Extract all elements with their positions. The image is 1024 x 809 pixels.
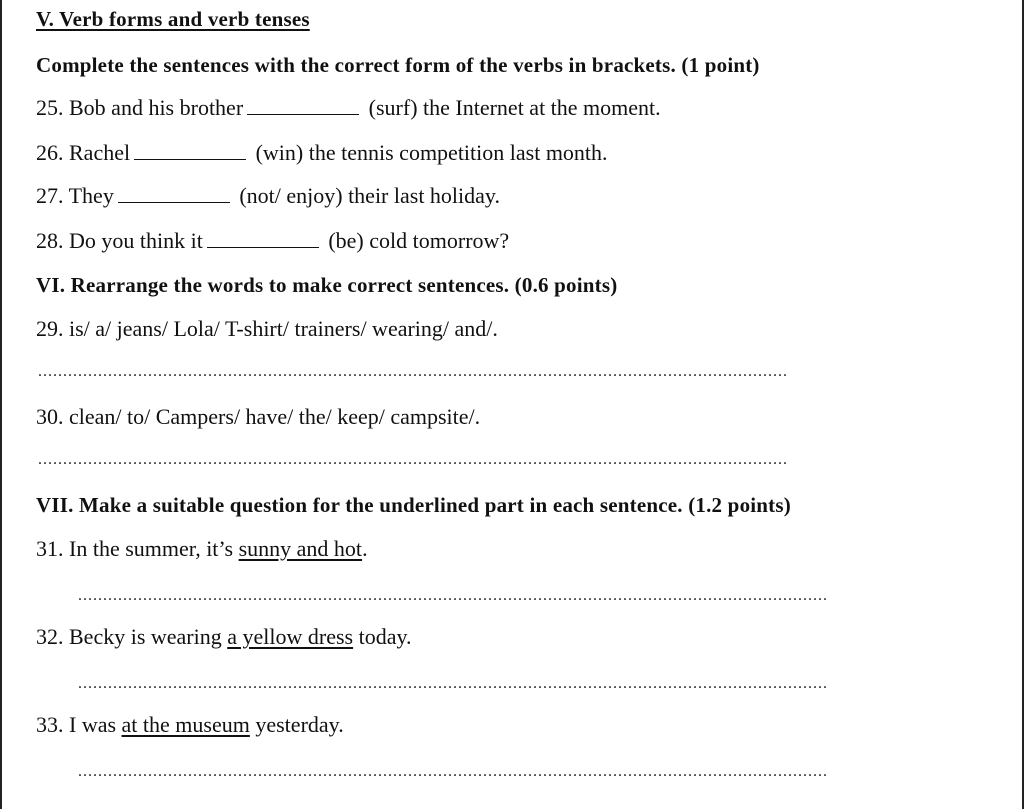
question-text-after: (surf) the Internet at the moment. — [368, 95, 661, 120]
answer-blank[interactable] — [134, 141, 246, 160]
question-number: 26. — [36, 140, 64, 165]
question-27 — [36, 183, 500, 209]
question-text-before: Do you think it — [69, 228, 203, 253]
question-number: 32. — [36, 624, 64, 649]
question-text-after: today. — [358, 624, 412, 649]
answer-blank[interactable] — [247, 96, 359, 115]
question-text-before: In the summer, it’s — [69, 536, 234, 561]
question-number: 30. — [36, 404, 64, 429]
question-number: 27. — [36, 183, 64, 208]
question-text-before: I was — [69, 712, 117, 737]
question-text-after: . — [362, 536, 368, 561]
answer-line-30[interactable]: ...................................................................................................................................................... — [38, 452, 788, 468]
underlined-part: at the museum — [121, 712, 250, 737]
question-text-after: (not/ enjoy) their last holiday. — [239, 183, 500, 208]
question-number: 31. — [36, 536, 64, 561]
question-30 — [36, 404, 480, 430]
question-28 — [36, 228, 509, 254]
answer-blank[interactable] — [118, 184, 230, 203]
question-25 — [36, 95, 661, 121]
section-7-title: VII. Make a suitable question for the underlined part in each sentence. (1.2 points) — [36, 493, 791, 517]
question-text-before: Becky is wearing — [69, 624, 222, 649]
question-29 — [36, 316, 498, 342]
answer-line-33[interactable]: ...................................................................................................................................................... — [78, 764, 828, 780]
question-31 — [36, 536, 368, 562]
question-number: 25. — [36, 95, 64, 120]
question-text: clean/ to/ Campers/ have/ the/ keep/ campsite/. — [69, 404, 481, 429]
question-number: 33. — [36, 712, 64, 737]
answer-line-29[interactable]: ...................................................................................................................................................... — [38, 364, 788, 380]
question-text-before: Rachel — [69, 140, 131, 165]
question-32 — [36, 624, 412, 650]
underlined-part: a yellow dress — [227, 624, 354, 649]
question-number: 29. — [36, 316, 64, 341]
section-5-title: V. Verb forms and verb tenses — [36, 7, 310, 31]
question-text: is/ a/ jeans/ Lola/ T-shirt/ trainers/ wearing/ and/. — [69, 316, 498, 341]
answer-line-32[interactable]: ...................................................................................................................................................... — [78, 676, 828, 692]
question-text-after: (win) the tennis competition last month. — [255, 140, 608, 165]
question-text-before: They — [68, 183, 114, 208]
answer-line-31[interactable]: ...................................................................................................................................................... — [78, 588, 828, 604]
question-text-before: Bob and his brother — [69, 95, 244, 120]
underlined-part: sunny and hot — [238, 536, 363, 561]
section-5-instruction: Complete the sentences with the correct form of the verbs in brackets. (1 point) — [36, 53, 760, 77]
answer-blank[interactable] — [207, 229, 319, 248]
question-33 — [36, 712, 344, 738]
question-number: 28. — [36, 228, 64, 253]
question-text-after: (be) cold tomorrow? — [328, 228, 510, 253]
question-26 — [36, 140, 608, 166]
question-text-after: yesterday. — [255, 712, 344, 737]
section-6-title: VI. Rearrange the words to make correct sentences. (0.6 points) — [36, 273, 618, 297]
